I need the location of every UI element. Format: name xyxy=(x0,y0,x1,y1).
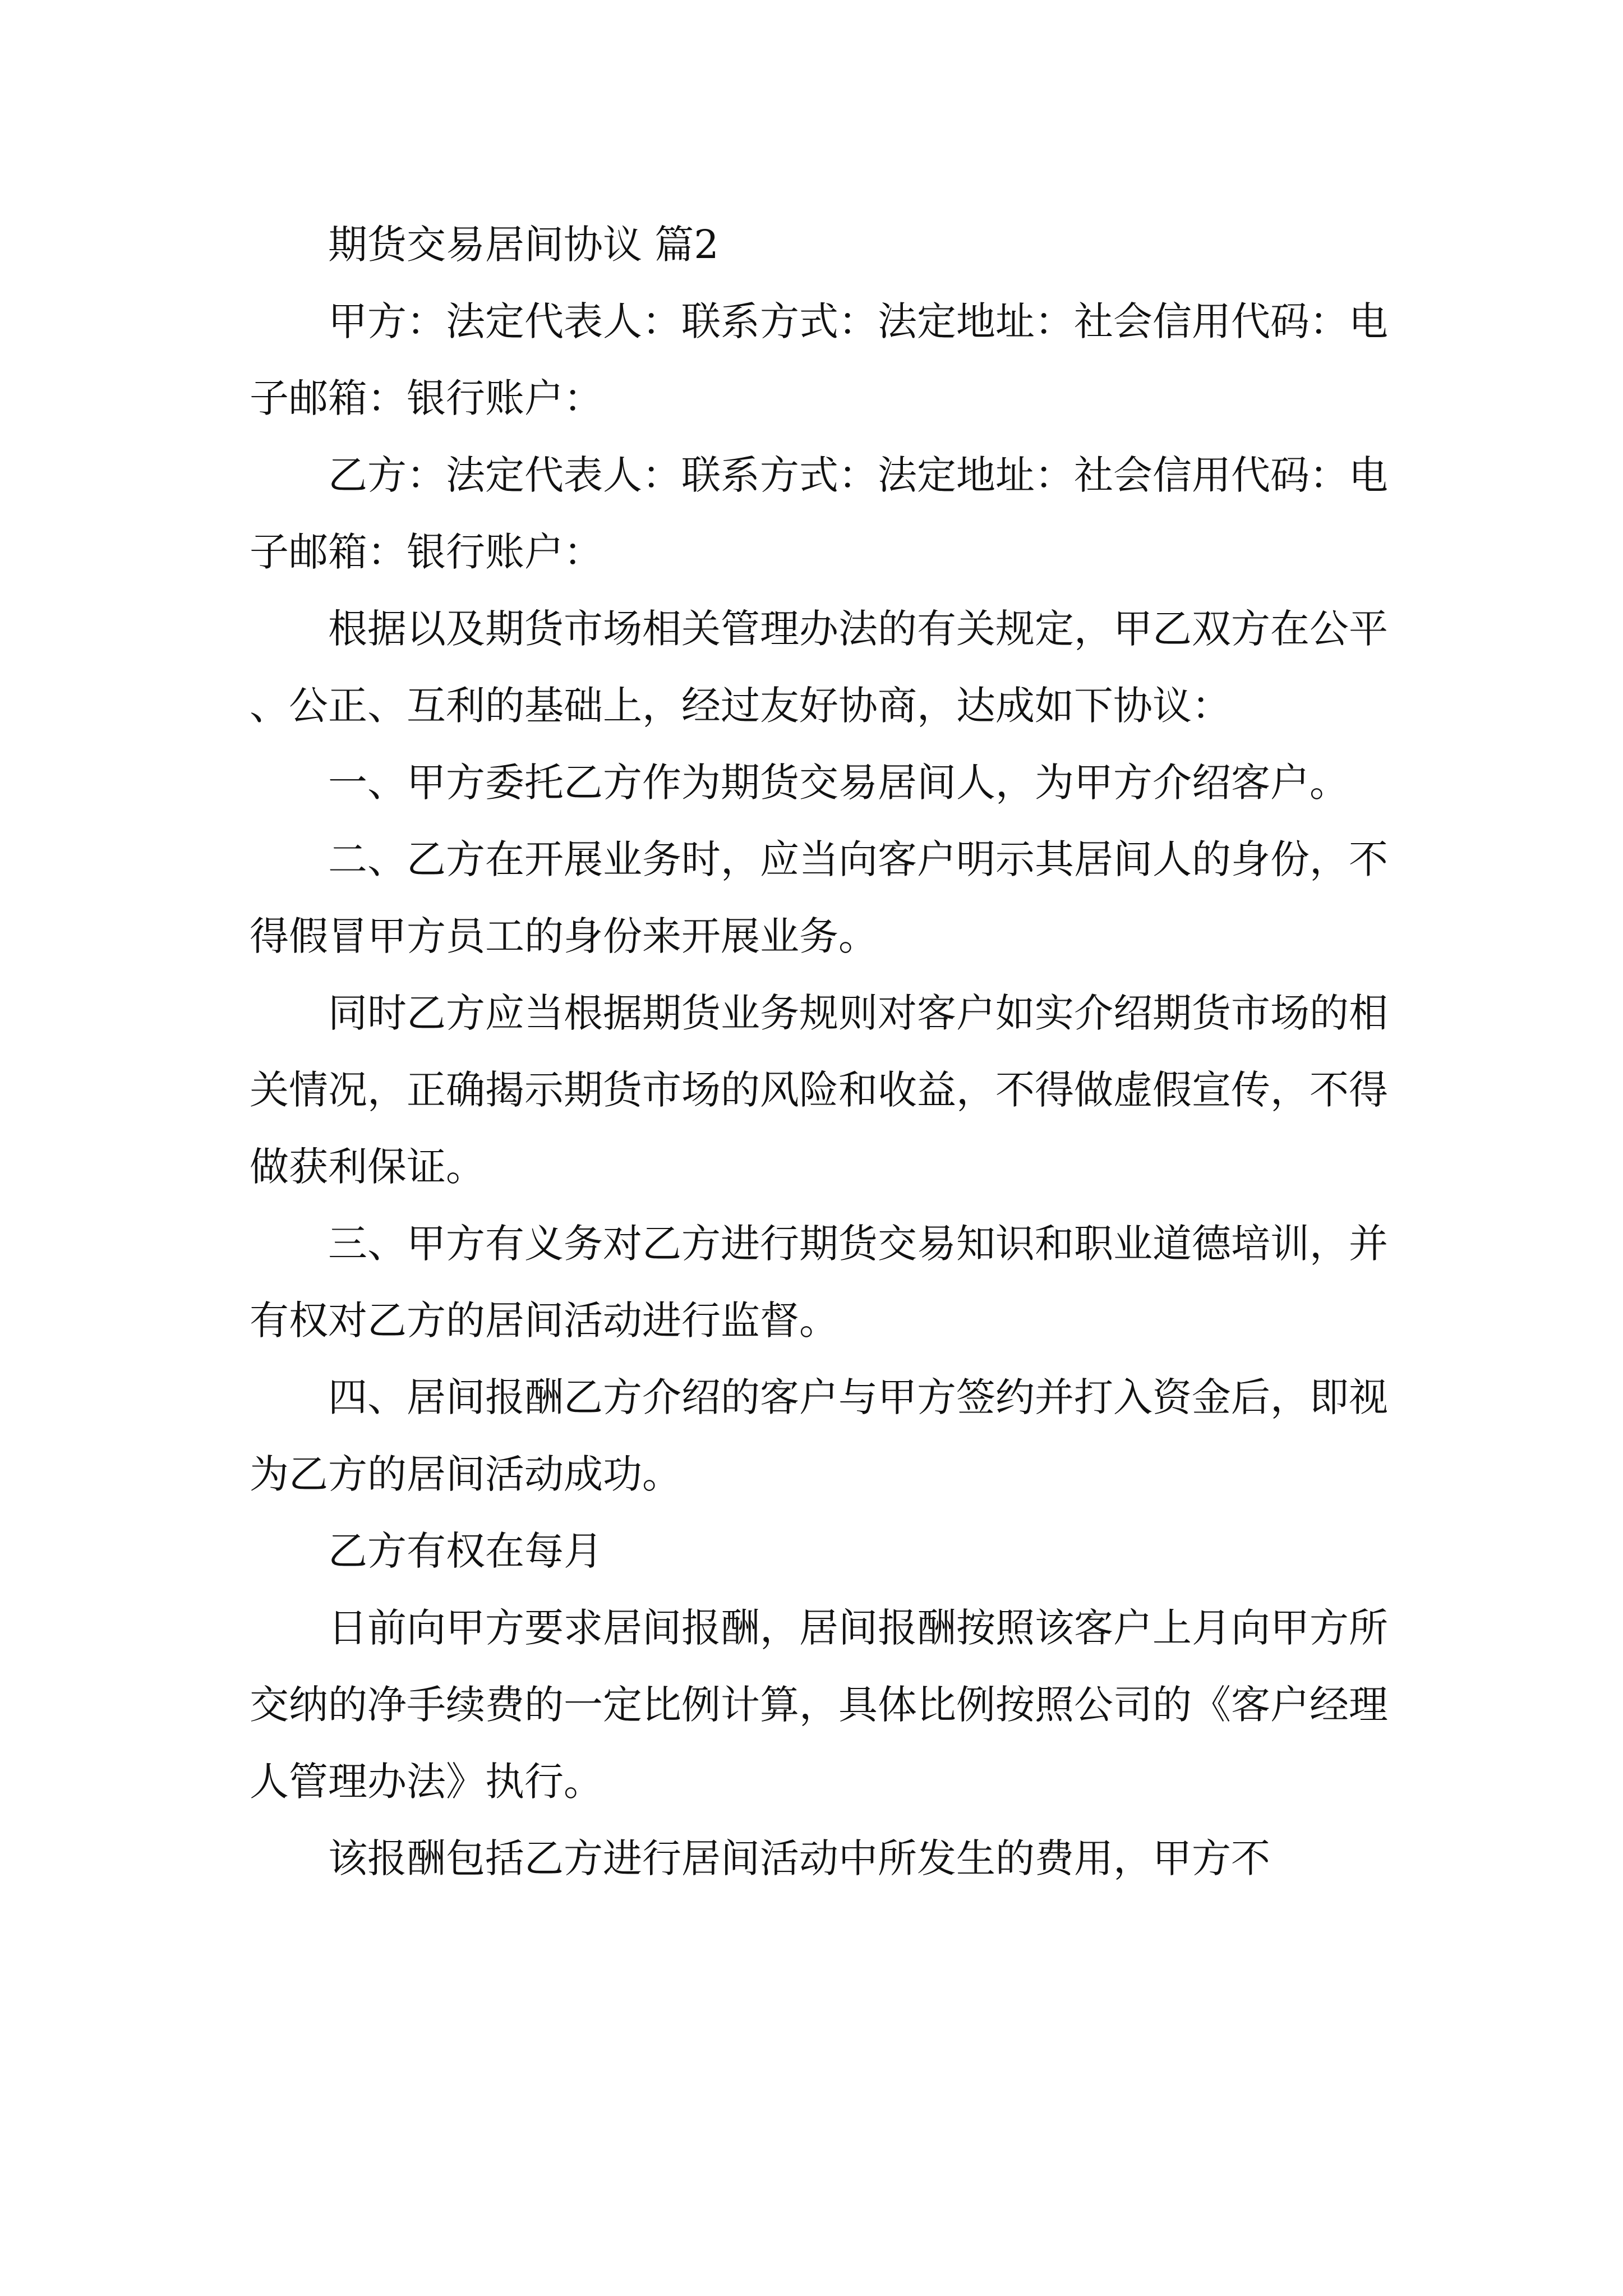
clause-two-continued: 同时乙方应当根据期货业务规则对客户如实介绍期货市场的相关情况，正确揭示期货市场的风险和收益，不得做虚假宣传，不得做获利保证。 xyxy=(250,990,1388,1190)
clause-four-payment-day: 乙方有权在每月 xyxy=(328,1528,603,1574)
clause-three: 三、甲方有义务对乙方进行期货交易知识和职业道德培训，并有权对乙方的居间活动进行监督。 xyxy=(250,1221,1388,1343)
party-b-info: 乙方：法定代表人：联系方式：法定地址：社会信用代码：电子邮箱：银行账户： xyxy=(250,452,1388,575)
document-title: 期货交易居间协议 篇2 xyxy=(328,222,719,268)
clause-one: 一、甲方委托乙方作为期货交易居间人，为甲方介绍客户。 xyxy=(328,760,1349,806)
party-a-info: 甲方：法定代表人：联系方式：法定地址：社会信用代码：电子邮箱：银行账户： xyxy=(250,298,1388,421)
document-body xyxy=(250,206,1388,1897)
clause-four: 四、居间报酬乙方介绍的客户与甲方签约并打入资金后，即视为乙方的居间活动成功。 xyxy=(250,1374,1388,1497)
preamble-paragraph: 根据以及期货市场相关管理办法的有关规定，甲乙双方在公平、公正、互利的基础上，经过友好协商，达成如下协议： xyxy=(250,606,1388,729)
clause-four-expenses: 该报酬包括乙方进行居间活动中所发生的费用，甲方不 xyxy=(328,1835,1270,1881)
clause-two: 二、乙方在开展业务时，应当向客户明示其居间人的身份，不得假冒甲方员工的身份来开展业务。 xyxy=(250,836,1388,959)
clause-four-payment-terms: 日前向甲方要求居间报酬，居间报酬按照该客户上月向甲方所交纳的净手续费的一定比例计算，具体比例按照公司的《客户经理人管理办法》执行。 xyxy=(250,1605,1388,1805)
